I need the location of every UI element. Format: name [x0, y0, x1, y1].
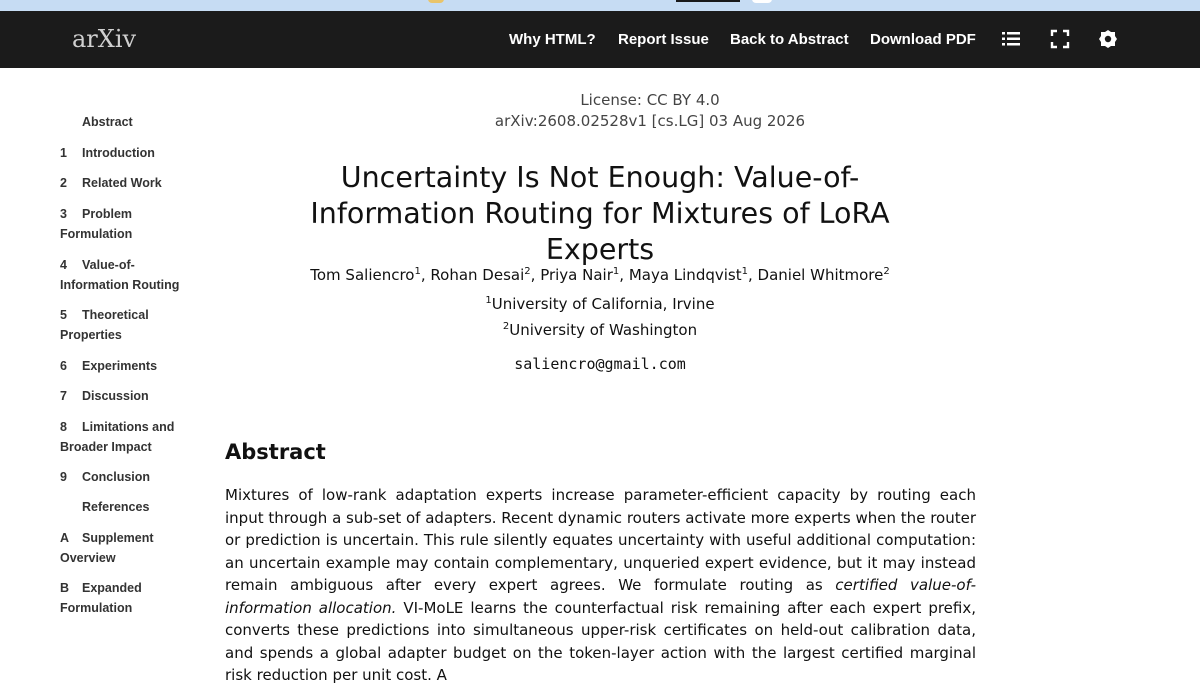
toc-item-label: Discussion — [82, 389, 149, 403]
toc-item-number: 7 — [60, 389, 67, 403]
toc-item[interactable] — [60, 578, 200, 618]
affiliation-mark: 1 — [485, 295, 492, 306]
toc-item[interactable] — [60, 497, 200, 517]
toc-item-label: References — [82, 500, 150, 514]
strip-decoration — [752, 0, 772, 3]
top-navbar — [0, 11, 1200, 68]
toc-item-number: 2 — [60, 176, 67, 190]
toc-item-label: Problem Formulation — [60, 207, 133, 241]
toc-item-label: Related Work — [82, 176, 162, 190]
toc-item-number: 9 — [60, 470, 67, 484]
report-issue-link[interactable]: Report Issue — [618, 31, 709, 48]
author-name: Rohan Desai — [430, 266, 525, 284]
toc-item-label: Expanded Formulation — [60, 581, 142, 615]
toc-item-number: 8 — [60, 420, 67, 434]
toc-item-number: 6 — [60, 359, 67, 373]
arxiv-logo-text: arXiv — [72, 25, 137, 53]
settings-icon[interactable] — [1097, 28, 1119, 50]
author-name: Maya Lindqvist — [628, 266, 742, 284]
abstract-text — [225, 484, 976, 687]
toc-item[interactable] — [60, 356, 200, 376]
toc-item[interactable] — [60, 143, 200, 163]
toc-item[interactable] — [60, 204, 200, 244]
author-name: Tom Saliencro — [310, 266, 415, 284]
toc-item-number: 5 — [60, 308, 67, 322]
arxiv-logo-icon — [72, 24, 144, 54]
toc-item[interactable] — [60, 305, 200, 345]
affiliation-2 — [300, 321, 900, 339]
author-name: Daniel Whitmore — [757, 266, 884, 284]
back-to-abstract-link[interactable]: Back to Abstract — [730, 31, 849, 48]
paper-title: Uncertainty Is Not Enough: Value-of-Information Routing for Mixtures of LoRA Experts — [310, 161, 890, 266]
author-affiliation-mark: 1 — [414, 266, 421, 277]
toc-item-label: Limitations and Broader Impact — [60, 420, 175, 454]
affiliation-name: University of Washington — [509, 321, 698, 339]
toc-item-number: 3 — [60, 207, 67, 221]
affiliation-1 — [300, 295, 900, 313]
abstract-emphasis: certified value-of-information allocation. — [225, 576, 977, 617]
toc-item-number: 1 — [60, 146, 67, 160]
toc-item-number: A — [60, 531, 70, 545]
author-email: saliencro@gmail.com — [514, 355, 686, 373]
abstract-text-part2: VI-MoLE learns the counterfactual risk remaining after each expert prefix, converts these predictions into simultaneous upper-risk certificates on held-out calibration data, and spends a global adapter budget on the token-layer action with the largest certified marginal risk reduction per unit cost. A — [225, 598, 976, 684]
toc-item[interactable] — [60, 255, 200, 295]
download-pdf-link[interactable]: Download PDF — [870, 31, 976, 48]
toc-item-label: Value-of-Information Routing — [60, 258, 180, 292]
author-name: Priya Nair — [540, 266, 613, 284]
author-affiliation-mark: 2 — [883, 266, 890, 277]
list-icon[interactable] — [1000, 28, 1022, 50]
arxiv-logo[interactable] — [72, 24, 144, 54]
toc-item-label: Conclusion — [82, 470, 151, 484]
toc-item[interactable] — [60, 386, 200, 406]
why-html-link[interactable]: Why HTML? — [509, 31, 596, 48]
toc-item[interactable] — [60, 528, 200, 568]
strip-decoration — [676, 0, 740, 2]
toc-item[interactable] — [60, 173, 200, 193]
arxiv-id-line: arXiv:2608.02528v1 [cs.LG] 03 Aug 2026 — [494, 112, 806, 130]
author-affiliation-mark: 1 — [741, 266, 748, 277]
fullscreen-icon[interactable] — [1049, 28, 1071, 50]
browser-top-strip — [0, 0, 1200, 11]
author-affiliation-mark: 1 — [612, 266, 620, 277]
toc-item-label: Introduction — [82, 146, 155, 160]
affiliation-name: University of California, Irvine — [491, 295, 715, 313]
toc-item-label: Experiments — [82, 359, 158, 373]
toc-item[interactable] — [60, 467, 200, 487]
author-affiliation-mark: 2 — [524, 266, 531, 277]
author-list: Tom Saliencro$^1$, Rohan Desai$^2$, Priya Nair$^1$, Maya Lindqvist$^1$, Daniel Whitmore$^2$ — [310, 266, 890, 284]
license-line[interactable]: License: CC BY 4.0 — [580, 91, 720, 109]
toc-item-label: Supplement Overview — [60, 531, 154, 565]
toc-item-label: Theoretical Properties — [60, 308, 149, 342]
toc-item-number: B — [60, 581, 70, 595]
toc-item[interactable] — [60, 112, 200, 132]
abstract-text-part1: Mixtures of low-rank adaptation experts increase parameter-efficient capacity by routing each input through a sub-set of adapters. Recent dynamic routers activate more experts when the router or prediction is uncertain. This rule silently equates uncertainty with useful additional computation: an uncertain example may contain complementary, unqueried expert evidence, but it may instead remain ambiguous after every expert agrees. We formulate routing as — [225, 486, 976, 594]
toc-item[interactable] — [60, 417, 200, 457]
strip-decoration — [428, 0, 444, 3]
affiliation-mark: 2 — [502, 321, 510, 332]
abstract-heading: Abstract — [225, 440, 326, 464]
toc-item-label: Abstract — [82, 115, 133, 129]
toc-item-number: 4 — [60, 258, 67, 272]
